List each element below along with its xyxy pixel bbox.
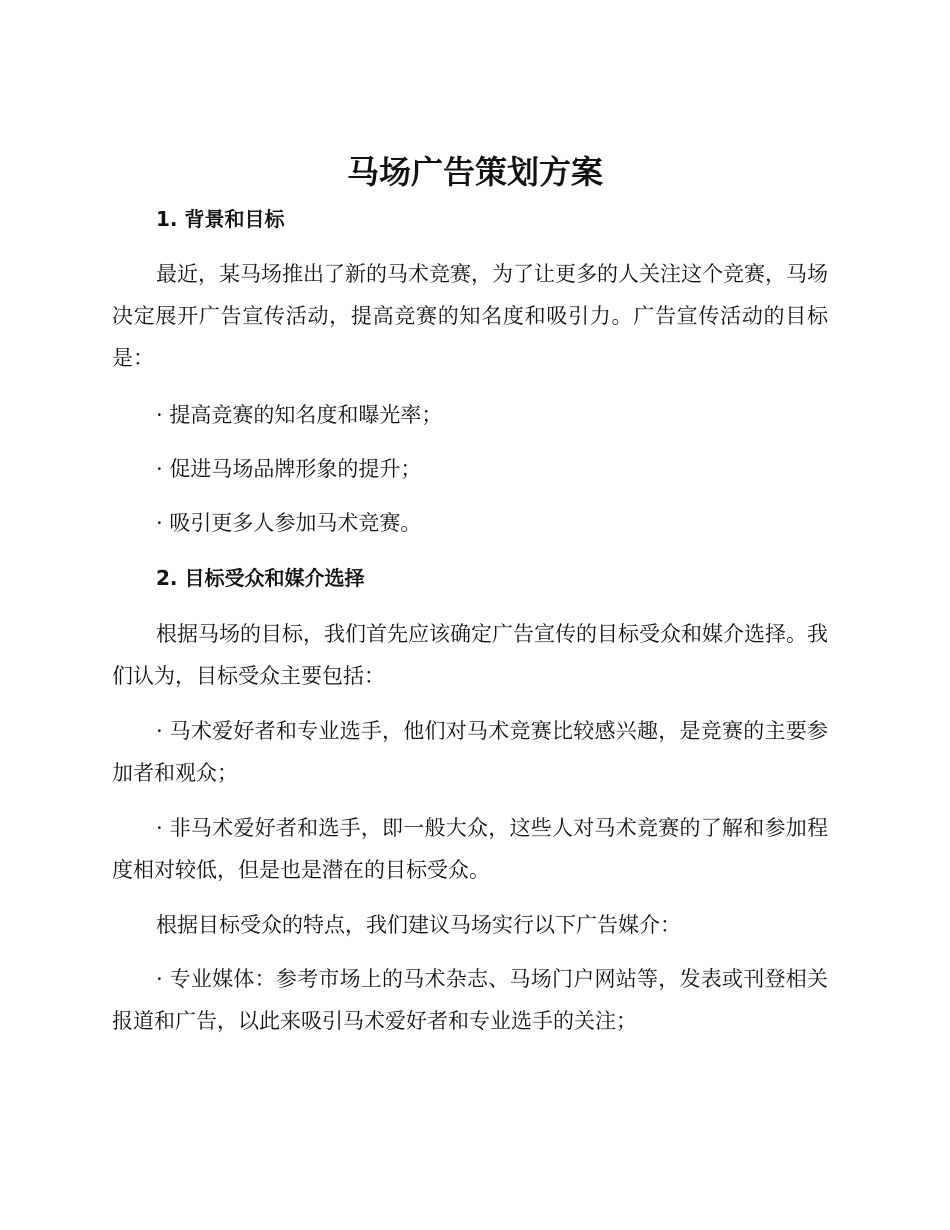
list-item-audience-1: · 马术爱好者和专业选手，他们对马术竞赛比较感兴趣，是竞赛的主要参加者和观众；	[112, 719, 828, 785]
list-item-goal-1: · 提高竞赛的知名度和曝光率；	[156, 403, 443, 427]
paragraph-audience-intro: 根据马场的目标，我们首先应该确定广告宣传的目标受众和媒介选择。我们认为，目标受众主要包括：	[112, 622, 828, 688]
page-title: 马场广告策划方案	[346, 153, 603, 191]
list-item-media-1: · 专业媒体：参考市场上的马术杂志、马场门户网站等，发表或刊登相关报道和广告，以此来吸引马术爱好者和专业选手的关注；	[112, 967, 828, 1033]
list-item-goal-2: · 促进马场品牌形象的提升；	[156, 457, 422, 481]
section-heading-audience-media: 2. 目标受众和媒介选择	[156, 566, 365, 590]
paragraph-media-intro: 根据目标受众的特点，我们建议马场实行以下广告媒介：	[156, 913, 681, 937]
paragraph-background-intro: 最近，某马场推出了新的马术竞赛，为了让更多的人关注这个竞赛，马场决定展开广告宣传活动，提高竞赛的知名度和吸引力。广告宣传活动的目标是：	[112, 262, 828, 370]
section-heading-background: 1. 背景和目标	[156, 207, 285, 231]
list-item-audience-2: · 非马术爱好者和选手，即一般大众，这些人对马术竞赛的了解和参加程度相对较低，但是也是潜在的目标受众。	[112, 816, 828, 882]
list-item-goal-3: · 吸引更多人参加马术竞赛。	[156, 511, 422, 535]
